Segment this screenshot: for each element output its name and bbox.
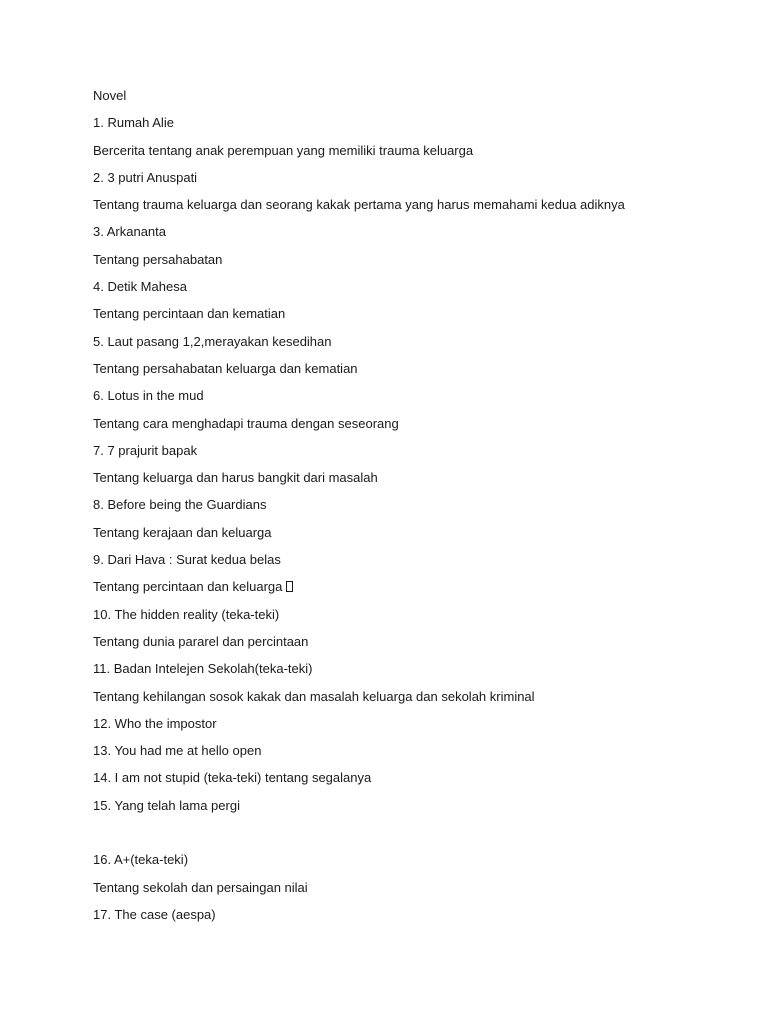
novel-title: 7. 7 prajurit bapak [93, 442, 198, 458]
novel-description: Tentang trauma keluarga dan seorang kakak pertama yang harus memahami kedua adiknya [93, 197, 625, 213]
novel-description: Tentang kehilangan sosok kakak dan masalah keluarga dan sekolah kriminal [93, 688, 535, 704]
novel-title: 5. Laut pasang 1,2,merayakan kesedihan [93, 333, 332, 349]
novel-description: Tentang percintaan dan kematian [93, 306, 286, 322]
novel-description: Tentang persahabatan keluarga dan kematian [93, 360, 358, 376]
novel-title: 17. The case (aespa) [93, 906, 216, 922]
novel-title: 14. I am not stupid (teka-teki) tentang segalanya [93, 770, 372, 786]
novel-description: Tentang sekolah dan persaingan nilai [93, 879, 308, 895]
novel-title: 9. Dari Hava : Surat kedua belas [93, 552, 281, 568]
novel-title: 15. Yang telah lama pergi [93, 797, 240, 813]
novel-description: Tentang cara menghadapi trauma dengan seseorang [93, 415, 399, 431]
novel-title: 4. Detik Mahesa [93, 279, 187, 295]
novel-title: 6. Lotus in the mud [93, 388, 204, 404]
novel-title: 10. The hidden reality (teka-teki) [93, 606, 280, 622]
document-heading: Novel [93, 88, 127, 103]
novel-description: Tentang persahabatan [93, 251, 223, 267]
blank-line [93, 823, 733, 850]
document-body [93, 86, 733, 932]
missing-glyph-icon [286, 581, 293, 592]
novel-title: 16. A+(teka-teki) [93, 852, 189, 868]
novel-title: 8. Before being the Guardians [93, 497, 267, 513]
novel-title: 12. Who the impostor [93, 715, 217, 731]
novel-description-row [93, 577, 733, 604]
novel-title: 3. Arkananta [93, 224, 166, 240]
novel-title: 13. You had me at hello open [93, 743, 262, 759]
novel-title: 11. Badan Intelejen Sekolah(teka-teki) [93, 661, 313, 677]
novel-description: Bercerita tentang anak perempuan yang memiliki trauma keluarga [93, 142, 474, 158]
novel-description: Tentang kerajaan dan keluarga [93, 524, 272, 540]
novel-title: 1. Rumah Alie [93, 115, 174, 131]
novel-description: Tentang dunia pararel dan percintaan [93, 633, 309, 649]
novel-title: 2. 3 putri Anuspati [93, 169, 198, 185]
novel-description: Tentang percintaan dan keluarga [93, 579, 283, 595]
novel-description: Tentang keluarga dan harus bangkit dari masalah [93, 470, 378, 486]
